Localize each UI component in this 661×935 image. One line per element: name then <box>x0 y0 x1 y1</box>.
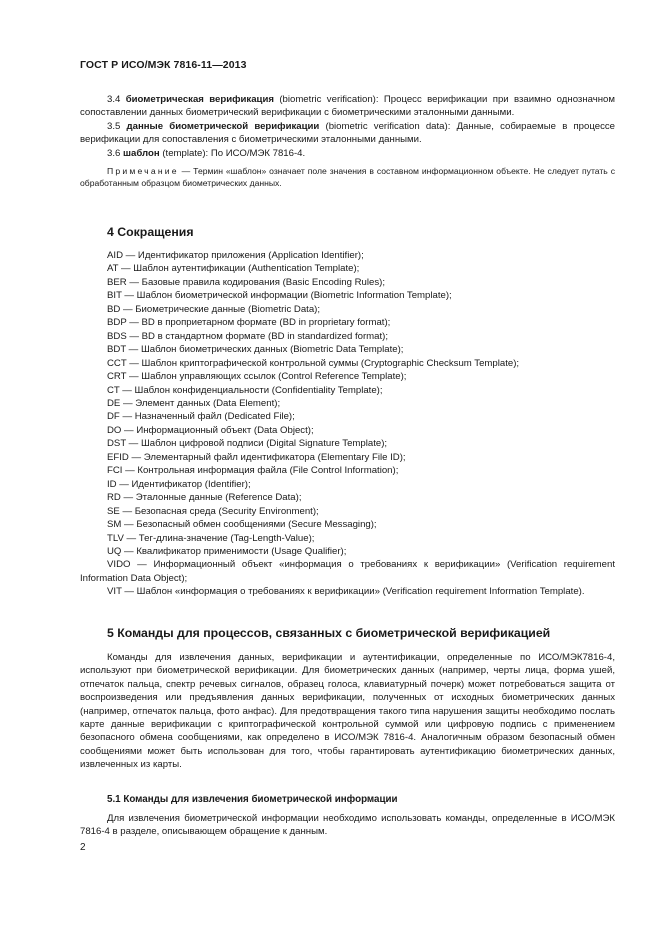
definition-3-6: 3.6 шаблон (template): По ИСО/МЭК 7816-4. <box>107 147 306 159</box>
abbreviation-item: UQ — Квалификатор применимости (Usage Qualifier); <box>107 545 347 557</box>
abbreviation-item: BDS — BD в стандартном формате (BD in standardized format); <box>107 330 389 342</box>
abbreviations-list <box>80 249 615 599</box>
abbreviation-item: DO — Информационный объект (Data Object); <box>107 424 314 436</box>
definition-3-4: 3.4 биометрическая верификация (biometric verification): Процесс верификации при взаимно однозначном сопоставлении данных биометрический верификации с биометрическими эталонными данными. <box>80 94 615 119</box>
subsection-5-1-title: 5.1 Команды для извлечения биометрической информации <box>107 794 398 805</box>
abbreviation-item: TLV — Тег-длина-значение (Tag-Length-Value); <box>107 532 315 544</box>
abbreviation-item: ID — Идентификатор (Identifier); <box>107 478 251 490</box>
abbreviation-item: BIT — Шаблон биометрической информации (Biometric Information Template); <box>107 290 452 302</box>
definition-3-5: 3.5 данные биометрической верификации (biometric verification data): Данные, собираемые в процессе верификации для сопоставления с биометрическими эталонными данными. <box>80 120 615 146</box>
abbreviation-item: BDP — BD в проприетарном формате (BD in proprietary format); <box>107 317 391 329</box>
abbreviation-item: DF — Назначенный файл (Dedicated File); <box>107 411 295 423</box>
section-5-title: 5 Команды для процессов, связанных с биометрической верификацией <box>107 626 551 640</box>
abbreviation-item: DE — Элемент данных (Data Element); <box>107 397 281 409</box>
definition-term: биометрическая верификация <box>125 94 274 105</box>
abbreviation-item: AID — Идентификатор приложения (Application Identifier); <box>107 250 364 261</box>
definition-term: шаблон <box>123 147 160 159</box>
page-number: 2 <box>80 842 86 853</box>
subsection-5-1-paragraph: Для извлечения биометрической информации необходимо использовать команды, определенные в ИСО/МЭК 7816-4 в разделе, описывающем обращение к данным. <box>80 813 615 838</box>
abbreviation-item: CRT — Шаблон управляющих ссылок (Control Reference Template); <box>107 371 407 383</box>
definitions-block <box>80 93 615 189</box>
subsection-5-1-body <box>80 812 615 839</box>
standard-header: ГОСТ Р ИСО/МЭК 7816-11—2013 <box>80 59 247 71</box>
abbreviation-item: VIT — Шаблон «информация о требованиях к верификации» (Verification requirement Information Template). <box>107 586 585 598</box>
definition-term: данные биометрической верификации <box>126 120 320 132</box>
note <box>80 165 615 189</box>
note-text: — Термин «шаблон» означает поле значения в составном информационном объекте. Не следует путать с обработанным образцом биометрических данных. <box>80 166 615 189</box>
abbreviation-item: BER — Базовые правила кодирования (Basic Encoding Rules); <box>107 276 385 288</box>
abbreviation-item: AT — Шаблон аутентификации (Authentication Template); <box>107 263 360 275</box>
abbreviation-item: VIDO — Информационный объект «информация о требованиях к верификации» (Verification requirement Information Data Object); <box>80 559 615 584</box>
abbreviation-item: CCT — Шаблон криптографической контрольной суммы (Cryptographic Checksum Template); <box>107 357 520 369</box>
section-4-title: 4 Сокращения <box>107 225 194 239</box>
abbreviation-item: RD — Эталонные данные (Reference Data); <box>107 492 302 504</box>
abbreviation-item: CT — Шаблон конфиденциальности (Confidentiality Template); <box>107 384 383 396</box>
note-label: Примечание <box>107 166 179 177</box>
abbreviation-item: DST — Шаблон цифровой подписи (Digital Signature Template); <box>107 438 388 450</box>
abbreviation-item: SE — Безопасная среда (Security Environment); <box>107 505 319 517</box>
section-5-body <box>80 651 615 772</box>
abbreviation-item: SM — Безопасный обмен сообщениями (Secure Messaging); <box>107 519 377 531</box>
abbreviation-item: EFID — Элементарный файл идентификатора (Elementary File ID); <box>107 451 406 463</box>
abbreviation-item: BDT — Шаблон биометрических данных (Biometric Data Template); <box>107 344 404 356</box>
abbreviation-item: FCI — Контрольная информация файла (File Control Information); <box>107 465 399 477</box>
abbreviation-item: BD — Биометрические данные (Biometric Data); <box>107 303 321 315</box>
section-5-paragraph: Команды для извлечения данных, верификации и аутентификации, определенные по ИСО/МЭК7816-4, используют при биометрической верификации. Для биометрических данных (например, черты лица, форма ушей, отпечаток пальца, спектр речевых сигналов, образец голоса, клавиатурный почерк) может потребоваться защита от воспроизведения или предъявления данных верификации, полученных от исходных биометрических данных (например, отпечаток пальца, фото анфас). Для предотвращения такого типа нарушения защиты необходимо послать карте данные верификации с криптографической контрольной суммой или цифровую подпись с применением безопасного обмена сообщениями, как определено в ИСО/МЭК 7816-4. Аналогичным образом безопасный обмен сообщениями может быть использован для того, чтобы гарантировать аутентификацию биометрических данных, извлеченных из карты. <box>80 652 615 771</box>
